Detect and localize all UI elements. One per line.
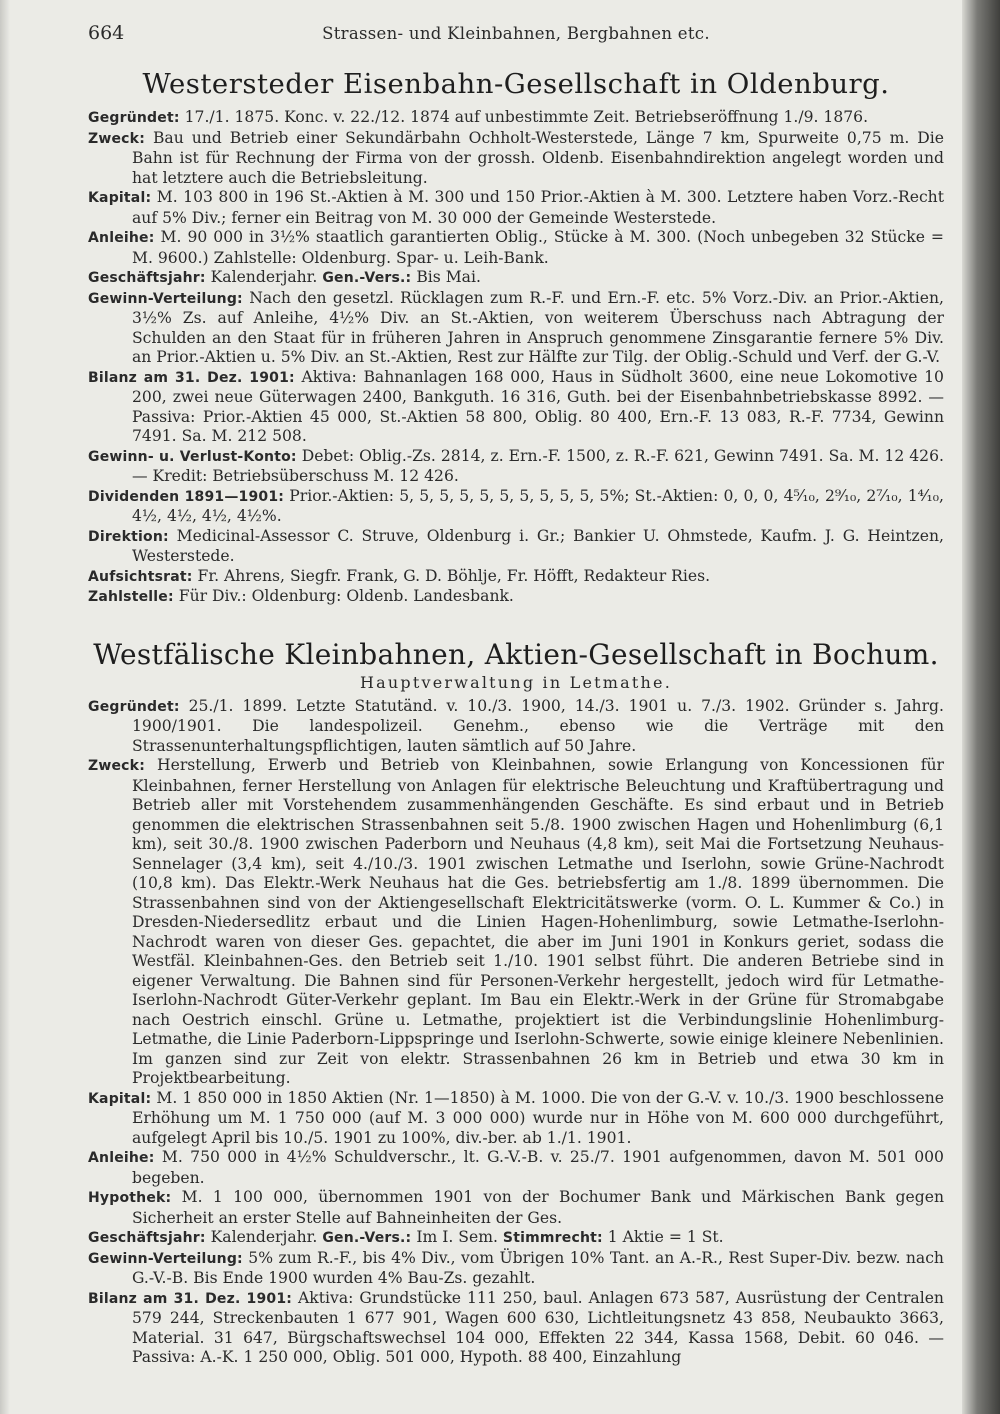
entry-gewinn-verteilung: Gewinn-Verteilung: 5% zum R.-F., bis 4% Div., vom Übrigen 10% Tant. an A.-R., Rest Super-Div. bezw. nach G.-V.-B. Bis Ende 1900 wurden 4% Bau-Zs. gezahlt. [88,1248,944,1287]
company2-subtitle: Hauptverwaltung in Letmathe. [360,672,672,692]
company2-title: Westfälische Kleinbahnen, Aktien-Gesellschaft in Bochum. [93,637,939,671]
entry-dividenden: Dividenden 1891—1901: Prior.-Aktien: 5, 5, 5, 5, 5, 5, 5, 5, 5, 5, 5%; St.-Aktien: 0, 0, 0, 4⁵⁄₁₀, 2⁹⁄₁₀, 2⁷⁄₁₀, 1⁴⁄₁₀, 4½, 4½, 4½, 4½%. [88,486,944,525]
entry-geschaeftsjahr: Geschäftsjahr: Kalenderjahr. Gen.-Vers.: Bis Mai. [88,268,481,286]
company2-entries [88,697,944,1368]
entry-anleihe: Anleihe: M. 90 000 in 3½% staatlich garantierten Oblig., Stücke à M. 300. (Noch unbegeben 32 Stücke = M. 9600.) Zahlstelle: Oldenburg. Spar- u. Leih-Bank. [88,228,944,267]
entry-hypothek: Hypothek: M. 1 100 000, übernommen 1901 von der Bochumer Bank und Märkischen Bank gegen Sicherheit an erster Stelle auf Bahneinheiten der Ges. [88,1188,944,1227]
entry-direktion: Direktion: Medicinal-Assessor C. Struve, Oldenburg i. Gr.; Bankier U. Ohmstede, Kaufm. J. G. Heintzen, Westerstede. [88,526,944,565]
entry-gewinn-verlust: Gewinn- u. Verlust-Konto: Debet: Oblig.-Zs. 2814, z. Ern.-F. 1500, z. R.-F. 621, Gewinn 7491. Sa. M. 12 426. — Kredit: Betriebsüberschuss M. 12 426. [88,446,944,485]
entry-zweck: Zweck: Bau und Betrieb einer Sekundärbahn Ochholt-Westerstede, Länge 7 km, Spurweite 0,75 m. Die Bahn ist für Rechnung der Firma von der grossh. Oldenb. Eisenbahndirektion angelegt worden und hat letztere auch die Betriebsleitung. [88,128,944,187]
entry-kapital: Kapital: M. 103 800 in 196 St.-Aktien à M. 300 und 150 Prior.-Aktien à M. 300. Letztere haben Vorz.-Recht auf 5% Div.; ferner ein Beitrag von M. 30 000 der Gemeinde Westerstede. [88,188,944,227]
page-number: 664 [88,22,125,44]
entry-bilanz: Bilanz am 31. Dez. 1901: Aktiva: Bahnanlagen 168 000, Haus in Südholt 3600, eine neue Lokomotive 10 200, zwei neue Güterwagen 2400, Bankguth. 16 316, Guth. bei der Eisenbahnbetriebskasse 8992. — Passiva: Prior.-Aktien 45 000, St.-Aktien 58 800, Oblig. 80 400, Ern.-F. 13 083, R.-F. 7734, Gewinn 7491. Sa. M. 212 508. [88,367,944,445]
entry-aufsichtsrat: Aufsichtsrat: Fr. Ahrens, Siegfr. Frank, G. D. Böhlje, Fr. Höfft, Redakteur Ries. [88,566,711,585]
entry-anleihe: Anleihe: M. 750 000 in 4½% Schuldverschr., lt. G.-V.-B. v. 25./7. 1901 aufgenommen, davon M. 501 000 begeben. [88,1148,944,1187]
entry-zweck: Zweck: Herstellung, Erwerb und Betrieb von Kleinbahnen, sowie Erlangung von Koncessionen für Kleinbahnen, ferner Herstellung von Anlagen für elektrische Beleuchtung und Kraftübertragung und Betrieb aller mit Vorstehendem zusammenhängenden Geschäfte. Es sind erbaut und in Betrieb genommen die elektrischen Strassenbahnen seit 5./8. 1900 zwischen Hagen und Hohenlimburg (6,1 km), seit 30./8. 1900 zwischen Paderborn und Neuhaus (4,8 km), seit Mai die Fortsetzung Neuhaus-Sennelager (3,4 km), seit 4./10./3. 1901 zwischen Letmathe und Iserlohn, sowie Grüne-Nachrodt (10,8 km). Das Elektr.-Werk Neuhaus hat die Ges. betriebsfertig am 1./8. 1899 übernommen. Die Strassenbahnen sind von der Aktiengesellschaft Elektricitätswerke (vorm. O. L. Kummer & Co.) in Dresden-Niedersedlitz erbaut und die Linien Hagen-Hohenlimburg, sowie Letmathe-Iserlohn-Nachrodt waren von dieser Ges. gepachtet, die aber im Juni 1901 in Konkurs geriet, sodass die Westfäl. Kleinbahnen-Ges. den Betrieb seit 1./10. 1901 selbst führt. Die anderen Betriebe sind in eigener Verwaltung. Die Bahnen sind für Personen-Verkehr hergestellt, jedoch wird für Letmathe-Iserlohn-Nachrodt Güter-Verkehr geplant. Im Bau ein Elektr.-Werk in der Grüne für Stromabgabe nach Oestrich einschl. Grüne u. Letmathe, projektiert ist die Verbindungslinie Hohenlimburg-Letmathe, die Linie Paderborn-Lippspringe und Iserlohn-Schwerte, sowie einige kleinere Nebenlinien. Im ganzen sind zur Zeit von elektr. Strassenbahnen 26 km in Betrieb und etwa 30 km in Projektbearbeitung. [88,756,944,1087]
entry-gewinn-verteilung: Gewinn-Verteilung: Nach den gesetzl. Rücklagen zum R.-F. und Ern.-F. etc. 5% Vorz.-Div. an Prior.-Aktien, 3½% Zs. auf Anleihe, 4½% Div. an St.-Aktien, von weiterem Überschuss nach Abtragung der Schulden an den Staat für in früheren Jahren in Anspruch genommene Zinsgarantie fernere 5% Div. an Prior.-Aktien u. 5% Div. an St.-Aktien, Rest zur Hälfte zur Tilg. der Oblig.-Schuld und Verf. der G.-V. [88,288,944,366]
company1-title: Westersteder Eisenbahn-Gesellschaft in Oldenburg. [142,68,890,100]
scan-left-edge [0,0,10,1414]
running-header [88,18,944,48]
entry-kapital: Kapital: M. 1 850 000 in 1850 Aktien (Nr. 1—1850) à M. 1000. Die von der G.-V. v. 10./3. 1900 beschlossene Erhöhung um M. 1 750 000 (auf M. 3 000 000) wurde nur in Höhe von M. 600 000 durchgeführt, aufgelegt April bis 10./5. 1901 zu 100%, div.-ber. ab 1./1. 1901. [88,1088,944,1147]
entry-gegruendet: Gegründet: 25./1. 1899. Letzte Statutänd. v. 10./3. 1900, 14./3. 1901 u. 7./3. 1902. Gründer s. Jahrg. 1900/1901. Die landespolizeil. Genehm., ebenso wie die Verträge mit den Strassenunterhaltungspflichtigen, lauten sämtlich auf 50 Jahre. [88,696,944,755]
entry-geschaeftsjahr: Geschäftsjahr: Kalenderjahr. Gen.-Vers.: Im I. Sem. Stimmrecht: 1 Aktie = 1 St. [88,1228,724,1246]
scan-binding-shadow [962,0,1000,1414]
document-page [88,18,944,1368]
company1-entries [88,108,944,608]
running-title: Strassen- und Kleinbahnen, Bergbahnen etc. [322,24,710,43]
entry-zahlstelle: Zahlstelle: Für Div.: Oldenburg: Oldenb. Landesbank. [88,587,514,605]
entry-gegruendet: Gegründet: 17./1. 1875. Konc. v. 22./12. 1874 auf unbestimmte Zeit. Betriebseröffnung 1./9. 1876. [88,108,869,126]
entry-bilanz: Bilanz am 31. Dez. 1901: Aktiva: Grundstücke 111 250, baul. Anlagen 673 587, Ausrüstung der Centralen 579 244, Streckenbauten 1 677 901, Wagen 600 630, Lichtleitungsnetz 43 858, Neubaukto 3663, Material. 31 647, Bürgschaftswechsel 104 000, Effekten 22 344, Kassa 1568, Debit. 60 046. — Passiva: A.-K. 1 250 000, Oblig. 501 000, Hypoth. 88 400, Einzahlung [88,1288,944,1366]
